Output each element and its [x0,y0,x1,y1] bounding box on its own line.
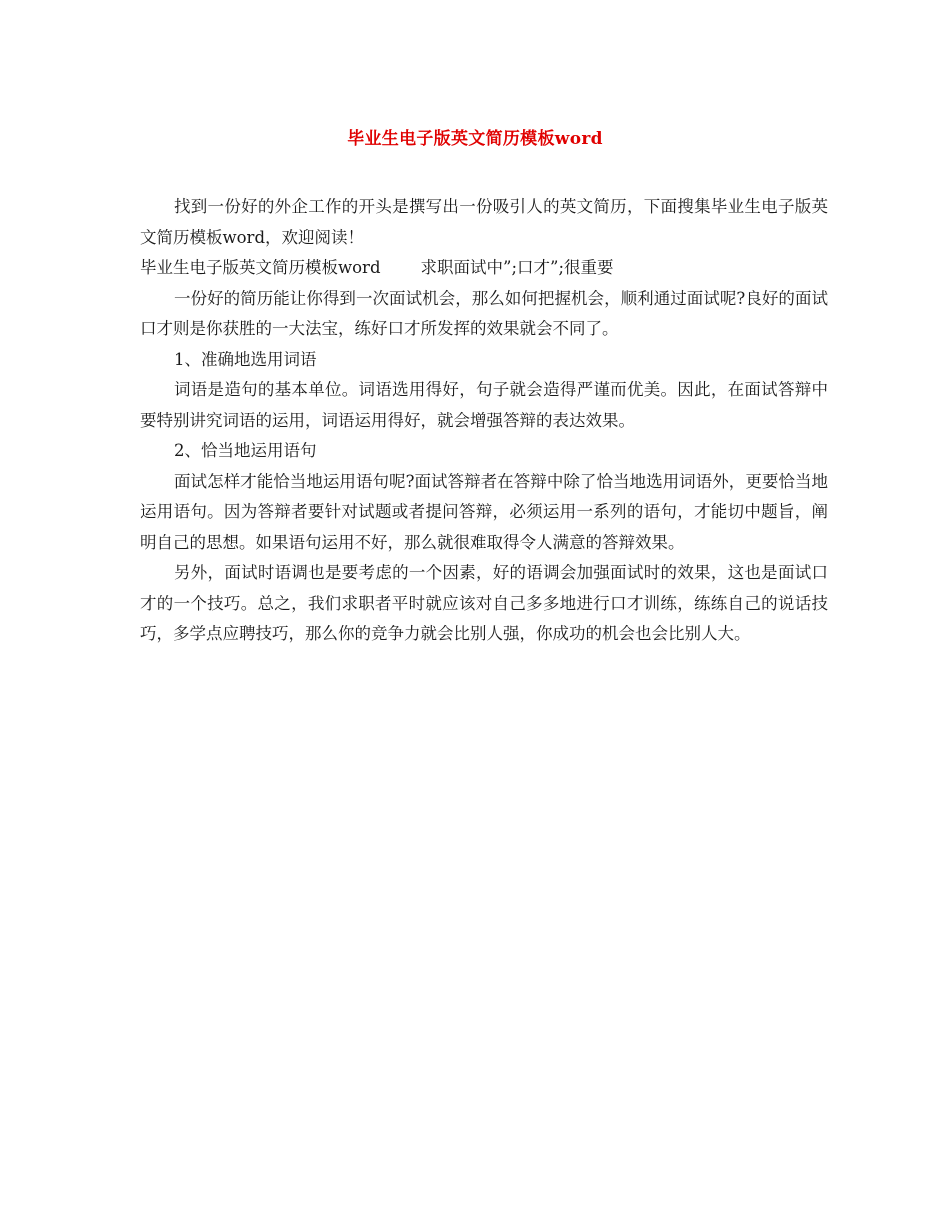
document-body [140,192,828,650]
paragraph-intonation: 另外，面试时语调也是要考虑的一个因素，好的语调会加强面试时的效果，这也是面试口才的一个技巧。总之，我们求职者平时就应该对自己多多地进行口才训练，练练自己的说话技巧，多学点应聘技巧，那么你的竞争力就会比别人强，你成功的机会也会比别人大。 [140,563,828,643]
section-heading [140,253,828,284]
section-heading-left: 毕业生电子版英文简历模板word [140,258,381,277]
paragraph-word-choice: 词语是造句的基本单位。词语选用得好，句子就会造得严谨而优美。因此，在面试答辩中要特别讲究词语的运用，词语运用得好，就会增强答辩的表达效果。 [140,380,828,430]
paragraph-sentence-use: 面试怎样才能恰当地运用语句呢?面试答辩者在答辩中除了恰当地选用词语外，更要恰当地运用语句。因为答辩者要针对试题或者提问答辩，必须运用一系列的语句，才能切中题旨，阐明自己的思想。如果语句运用不好，那么就很难取得令人满意的答辩效果。 [140,471,828,552]
section-heading-right: 求职面试中”;口才”;很重要 [420,258,614,277]
intro-paragraph: 找到一份好的外企工作的开头是撰写出一份吸引人的英文简历，下面搜集毕业生电子版英文简历模板word，欢迎阅读！ [140,197,828,247]
paragraph-interview-opportunity: 一份好的简历能让你得到一次面试机会，那么如何把握机会，顺利通过面试呢?良好的面试口才则是你获胜的一大法宝，练好口才所发挥的效果就会不同了。 [140,288,828,338]
subheading-word-choice: 1、准确地选用词语 [174,349,317,369]
document-title: 毕业生电子版英文简历模板word [347,129,603,149]
subheading-sentence-use: 2、恰当地运用语句 [174,441,317,460]
